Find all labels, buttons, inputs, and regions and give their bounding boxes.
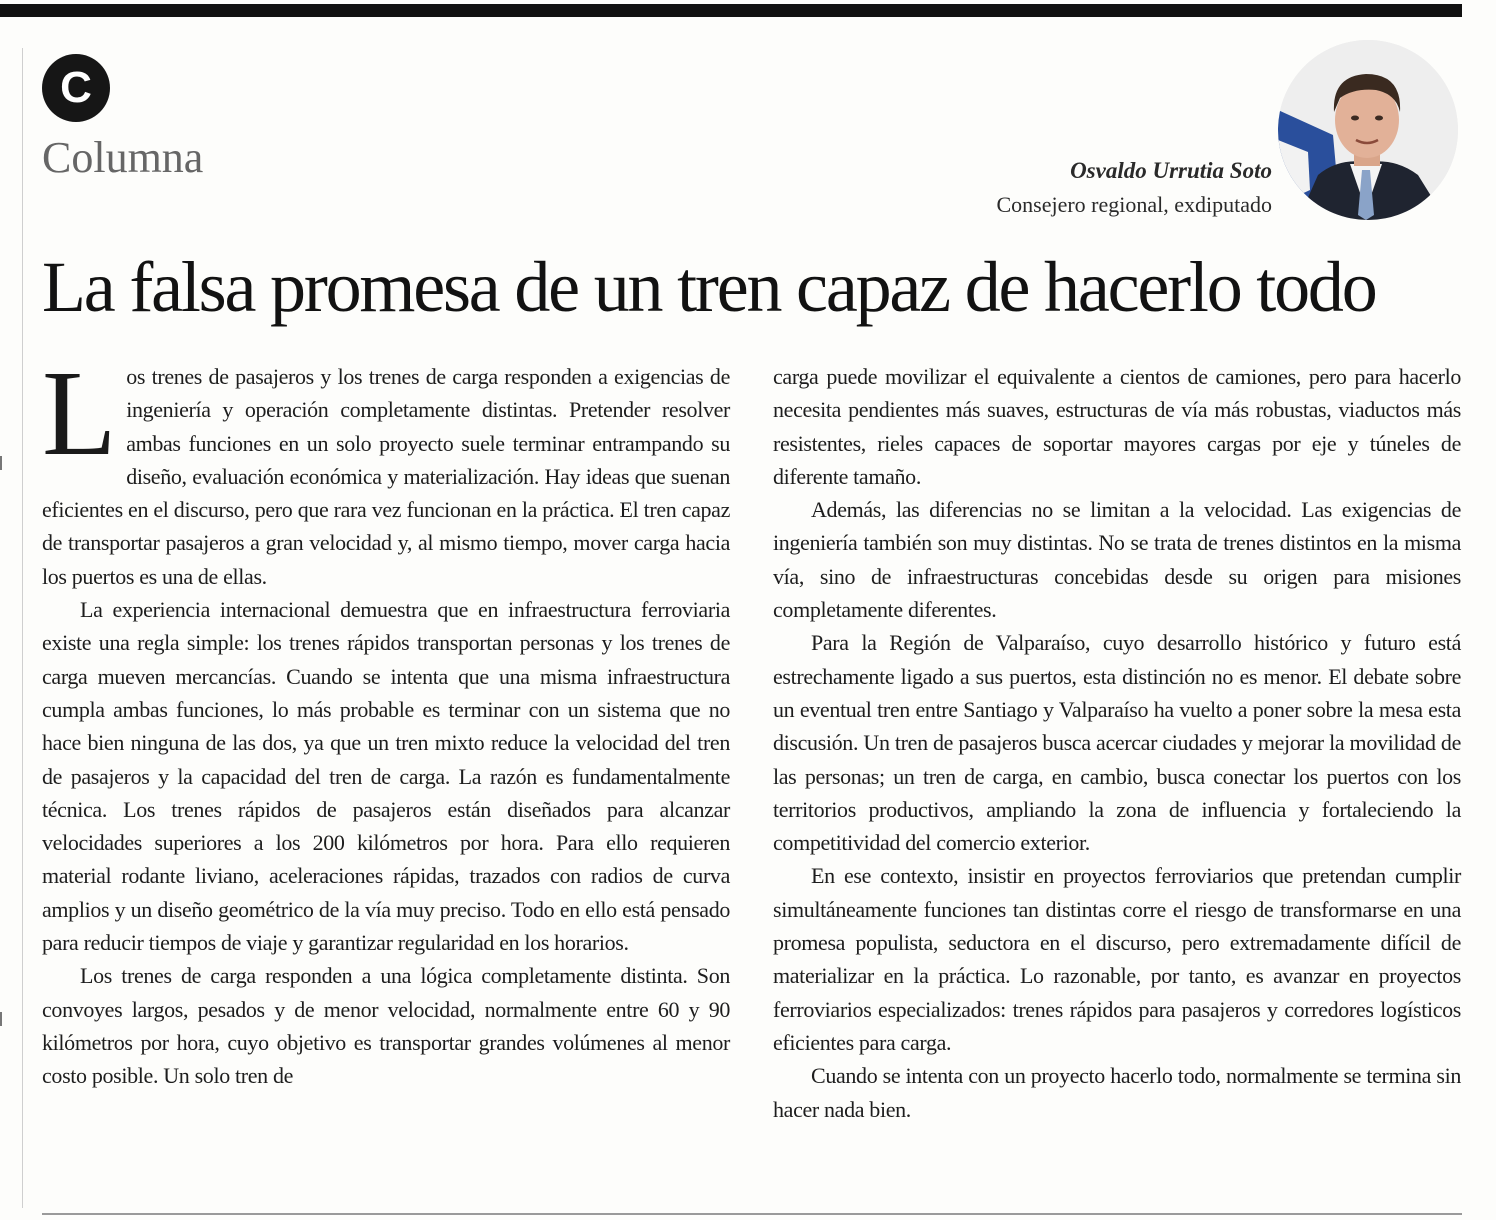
article-paragraph: Además, las diferencias no se limitan a la velocidad. Las exigencias de ingeniería también son muy distintas. No se trata de trenes distintos en la misma vía, sino de infraestructuras concebidas desde su origen para misiones completamente diferentes. <box>773 497 1461 623</box>
author-name: Osvaldo Urrutia Soto <box>1070 158 1272 183</box>
margin-mark <box>0 1012 2 1026</box>
article-paragraph: En ese contexto, insistir en proyectos ferroviarios que pretendan cumplir simultáneamente funciones tan distintas corre el riesgo de transformarse en una promesa populista, seductora en el discurso, pero extremadamente difícil de materializar en la práctica. Lo razonable, por tanto, es avanzar en proyectos ferroviarios especializados: trenes rápidos para pasajeros y corredores logísticos eficientes para carga. <box>773 863 1461 1055</box>
author-portrait-illustration <box>1278 40 1458 220</box>
section-badge: C <box>42 54 110 122</box>
author-role: Consejero regional, exdiputado <box>996 192 1272 217</box>
article-paragraph: Los trenes de carga responden a una lógica completamente distinta. Son convoyes largos, pesados y de menor velocidad, normalmente entre 60 y 90 kilómetros por hora, cuyo objetivo es transportar grandes volúmenes al menor costo posible. Un solo tren de <box>42 963 730 1089</box>
drop-cap: L <box>42 346 117 481</box>
bottom-rule <box>42 1213 1462 1215</box>
article-headline: La falsa promesa de un tren capaz de hacerlo todo <box>42 247 1376 327</box>
left-margin-rule <box>22 48 23 1208</box>
article-paragraph: carga puede movilizar el equivalente a cientos de camiones, pero para hacerlo necesita pendientes más suaves, estructuras de vía más robustas, viaductos más resistentes, rieles capaces de soportar mayores cargas por eje y túneles de diferente tamaño. <box>773 364 1461 489</box>
article-paragraph: La experiencia internacional demuestra que en infraestructura ferroviaria existe una regla simple: los trenes rápidos transportan personas y los trenes de carga mueven mercancías. Cuando se intenta que una misma infraestructura cumpla ambas funciones, lo más probable es terminar con un sistema que no hace bien ninguna de las dos, ya que un tren mixto reduce la velocidad del tren de pasajeros y la capacidad del tren de carga. La razón es fundamentalmente técnica. Los trenes rápidos de pasajeros están diseñados para alcanzar velocidades superiores a los 200 kilómetros por hora. Para ello requieren material rodante liviano, aceleraciones rápidas, trazados con radios de curva amplios y un diseño geométrico de la vía muy preciso. Todo en ello está pensado para reducir tiempos de viaje y garantizar regularidad en los horarios. <box>42 597 730 956</box>
section-label: Columna <box>42 133 204 182</box>
article-column-right <box>773 360 1461 1126</box>
paragraph-text: os trenes de pasajeros y los trenes de carga responden a exigencias de ingeniería y operación completamente distintas. Pretender resolver ambas funciones en un solo proyecto suele terminar entrampando su diseño, evaluación económica y materialización. Hay ideas que suenan eficientes en el discurso, pero que rara vez funcionan en la práctica. El tren capaz de transportar pasajeros a gran velocidad y, al mismo tiempo, mover carga hacia los puertos es una de ellas. <box>42 364 730 589</box>
author-portrait <box>1278 40 1458 220</box>
article-paragraph <box>42 346 730 593</box>
top-rule <box>0 4 1462 17</box>
article-column-left <box>42 346 730 1093</box>
margin-mark <box>0 456 2 470</box>
article-paragraph: Para la Región de Valparaíso, cuyo desarrollo histórico y futuro está estrechamente ligado a sus puertos, esta distinción no es menor. El debate sobre un eventual tren entre Santiago y Valparaíso ha vuelto a poner sobre la mesa esta discusión. Un tren de pasajeros busca acercar ciudades y mejorar la movilidad de las personas; un tren de carga, en cambio, busca conectar los puertos con los territorios productivos, ampliando la zona de influencia y fortaleciendo la competitividad del comercio exterior. <box>773 630 1461 856</box>
article-paragraph: Cuando se intenta con un proyecto hacerlo todo, normalmente se termina sin hacer nada bien. <box>773 1063 1461 1122</box>
